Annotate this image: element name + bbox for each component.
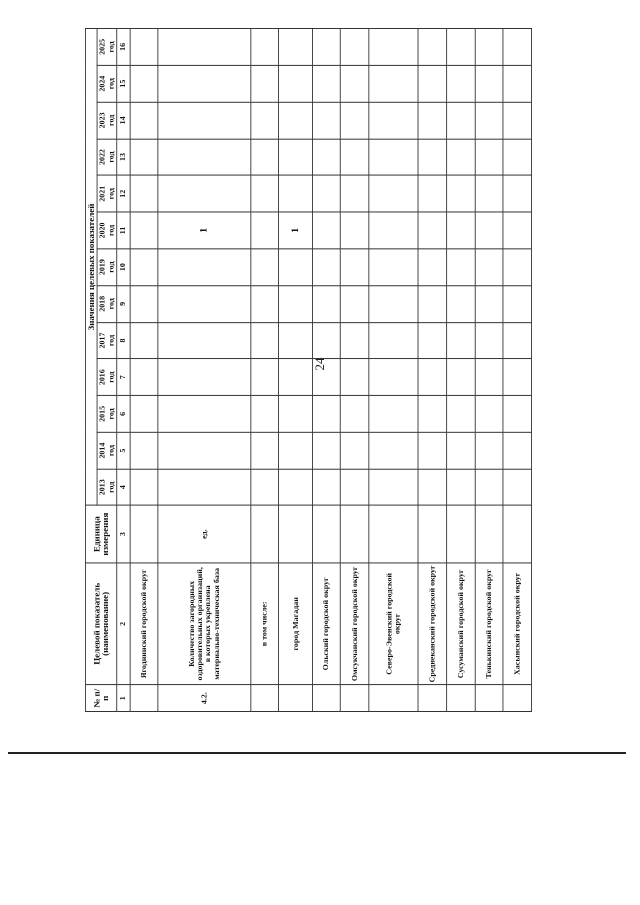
row-value-2018 <box>312 285 340 322</box>
column-number: 5 <box>116 432 129 469</box>
row-value-2018 <box>503 285 531 322</box>
column-number: 1 <box>116 685 129 712</box>
row-value-2023 <box>447 102 475 139</box>
row-value-2017 <box>447 322 475 359</box>
row-value-2018 <box>250 285 278 322</box>
row-value-2025 <box>418 28 446 65</box>
row-value-2013 <box>279 469 313 506</box>
row-value-2013 <box>369 469 419 506</box>
header-year-unit: год <box>106 481 115 493</box>
row-value-2024 <box>158 65 250 102</box>
header-year-2019 <box>97 249 116 286</box>
row-indicator-name: Количество загородных оздоровительных организаций, в которых укреплена материально-техническая база <box>158 563 250 685</box>
row-value-2024 <box>418 65 446 102</box>
row-value-2020 <box>250 212 278 249</box>
row-value-2023 <box>279 102 313 139</box>
header-values-group: Значения целевых показателей <box>85 28 97 505</box>
header-year-2016 <box>97 359 116 396</box>
row-number <box>250 685 278 712</box>
row-number <box>418 685 446 712</box>
row-value-2021 <box>250 175 278 212</box>
row-indicator-name: Северо-Эвенский городской округ <box>369 563 419 685</box>
row-number <box>279 685 313 712</box>
row-value-2019 <box>130 249 158 286</box>
row-value-2022 <box>418 139 446 176</box>
row-value-2016 <box>341 359 369 396</box>
row-value-2024 <box>447 65 475 102</box>
row-number <box>312 685 340 712</box>
row-value-2023 <box>130 102 158 139</box>
row-unit <box>369 506 419 563</box>
header-year-label: 2016 <box>98 369 107 386</box>
row-value-2015 <box>503 396 531 433</box>
row-value-2018 <box>279 285 313 322</box>
row-value-2020: 1 <box>279 212 313 249</box>
row-value-2020 <box>475 212 503 249</box>
header-year-label: 2018 <box>98 295 107 312</box>
header-year-unit: год <box>106 261 115 273</box>
row-number <box>341 685 369 712</box>
row-value-2020 <box>130 212 158 249</box>
header-year-label: 2020 <box>98 222 107 239</box>
row-value-2013 <box>158 469 250 506</box>
row-value-2016 <box>158 359 250 396</box>
column-number: 16 <box>116 28 129 65</box>
row-value-2021 <box>447 175 475 212</box>
header-year-unit: год <box>106 371 115 383</box>
row-value-2018 <box>447 285 475 322</box>
row-indicator-name: Ягоднинский городской округ <box>130 563 158 685</box>
row-value-2014 <box>130 432 158 469</box>
row-value-2015 <box>130 396 158 433</box>
row-indicator-name: в том числе: <box>250 563 278 685</box>
header-year-label: 2025 <box>98 38 107 55</box>
row-value-2020 <box>341 212 369 249</box>
row-value-2022 <box>503 139 531 176</box>
header-year-unit: год <box>106 334 115 347</box>
row-value-2021 <box>369 175 419 212</box>
header-year-label: 2014 <box>98 442 107 459</box>
column-number: 15 <box>116 65 129 102</box>
table-row <box>158 28 250 711</box>
header-indicator: Целевой показатель (наименование) <box>85 563 116 685</box>
row-value-2023 <box>312 102 340 139</box>
row-value-2015 <box>447 396 475 433</box>
row-value-2017 <box>418 322 446 359</box>
row-value-2016 <box>279 359 313 396</box>
row-unit <box>341 506 369 563</box>
row-value-2019 <box>475 249 503 286</box>
row-value-2016 <box>130 359 158 396</box>
column-number: 7 <box>116 359 129 396</box>
row-indicator-name: Среднеканский городской округ <box>418 563 446 685</box>
column-number: 6 <box>116 396 129 433</box>
row-value-2025 <box>447 28 475 65</box>
row-value-2018 <box>341 285 369 322</box>
row-value-2017 <box>158 322 250 359</box>
row-unit <box>312 506 340 563</box>
row-number <box>447 685 475 712</box>
row-value-2024 <box>130 65 158 102</box>
row-value-2018 <box>130 285 158 322</box>
row-value-2017 <box>312 322 340 359</box>
row-value-2025 <box>503 28 531 65</box>
row-number <box>475 685 503 712</box>
row-indicator-name: Хасынский городской округ <box>503 563 531 685</box>
row-value-2024 <box>475 65 503 102</box>
row-value-2025 <box>250 28 278 65</box>
row-value-2019 <box>312 249 340 286</box>
row-value-2020 <box>503 212 531 249</box>
row-value-2024 <box>279 65 313 102</box>
column-number: 11 <box>116 212 129 249</box>
row-value-2022 <box>475 139 503 176</box>
header-year-unit: год <box>106 444 115 457</box>
row-value-2013 <box>130 469 158 506</box>
header-unit: Единица измерения <box>85 506 116 563</box>
row-value-2014 <box>250 432 278 469</box>
table-body <box>130 28 532 711</box>
row-value-2019 <box>369 249 419 286</box>
row-value-2014 <box>475 432 503 469</box>
header-year-label: 2023 <box>98 112 107 129</box>
header-year-2024 <box>97 65 116 102</box>
row-unit <box>250 506 278 563</box>
row-value-2024 <box>341 65 369 102</box>
row-value-2022 <box>369 139 419 176</box>
row-value-2023 <box>158 102 250 139</box>
row-value-2020 <box>418 212 446 249</box>
header-year-label: 2017 <box>98 332 107 349</box>
row-unit: ед. <box>158 506 250 563</box>
row-value-2019 <box>418 249 446 286</box>
row-value-2014 <box>312 432 340 469</box>
row-value-2014 <box>341 432 369 469</box>
row-value-2020 <box>369 212 419 249</box>
row-value-2016 <box>369 359 419 396</box>
row-value-2021 <box>341 175 369 212</box>
row-value-2025 <box>279 28 313 65</box>
header-year-unit: год <box>106 114 115 126</box>
column-numbers-row <box>116 28 129 711</box>
row-value-2016 <box>475 359 503 396</box>
header-year-unit: год <box>106 78 115 90</box>
row-indicator-name: Тенькинский городской округ <box>475 563 503 685</box>
row-value-2022 <box>447 139 475 176</box>
column-number: 8 <box>116 322 129 359</box>
row-value-2021 <box>312 175 340 212</box>
row-value-2014 <box>418 432 446 469</box>
row-value-2015 <box>475 396 503 433</box>
row-number: 4.2. <box>158 685 250 712</box>
row-value-2017 <box>279 322 313 359</box>
header-year-2023 <box>97 102 116 139</box>
row-value-2017 <box>250 322 278 359</box>
column-number: 14 <box>116 102 129 139</box>
row-value-2024 <box>312 65 340 102</box>
row-number <box>503 685 531 712</box>
row-value-2020: 1 <box>158 212 250 249</box>
row-value-2024 <box>250 65 278 102</box>
row-value-2024 <box>369 65 419 102</box>
header-year-label: 2013 <box>98 479 107 496</box>
row-number <box>130 685 158 712</box>
row-value-2022 <box>130 139 158 176</box>
header-year-2014 <box>97 432 116 469</box>
header-year-label: 2022 <box>98 149 107 166</box>
row-value-2023 <box>503 102 531 139</box>
row-value-2019 <box>279 249 313 286</box>
header-year-unit: год <box>106 298 115 310</box>
row-value-2014 <box>503 432 531 469</box>
row-value-2015 <box>158 396 250 433</box>
row-value-2020 <box>447 212 475 249</box>
header-year-label: 2024 <box>98 75 107 92</box>
header-year-2018 <box>97 285 116 322</box>
header-year-unit: год <box>106 224 115 237</box>
header-year-label: 2019 <box>98 259 107 276</box>
header-year-unit: год <box>106 151 115 163</box>
row-value-2019 <box>250 249 278 286</box>
table-row <box>130 28 158 711</box>
column-number: 3 <box>116 506 129 563</box>
column-number: 10 <box>116 249 129 286</box>
table-row <box>279 28 313 711</box>
header-year-unit: год <box>106 408 115 420</box>
row-value-2017 <box>475 322 503 359</box>
row-value-2017 <box>503 322 531 359</box>
row-value-2025 <box>341 28 369 65</box>
row-value-2014 <box>447 432 475 469</box>
table-row <box>447 28 475 711</box>
header-year-label: 2021 <box>98 185 107 202</box>
row-value-2013 <box>503 469 531 506</box>
row-value-2019 <box>341 249 369 286</box>
row-value-2018 <box>475 285 503 322</box>
row-indicator-name: город Магадан <box>279 563 313 685</box>
row-value-2013 <box>312 469 340 506</box>
row-value-2015 <box>279 396 313 433</box>
row-value-2017 <box>341 322 369 359</box>
header-num: № п/п <box>85 685 116 712</box>
page-number: 24 <box>312 357 327 371</box>
row-unit <box>130 506 158 563</box>
column-number: 2 <box>116 563 129 685</box>
table-row <box>475 28 503 711</box>
row-unit <box>475 506 503 563</box>
row-value-2015 <box>341 396 369 433</box>
row-value-2013 <box>475 469 503 506</box>
row-indicator-name: Ольский городской округ <box>312 563 340 685</box>
horizontal-rule <box>8 752 626 754</box>
table-row <box>369 28 419 711</box>
row-unit <box>503 506 531 563</box>
row-value-2024 <box>503 65 531 102</box>
row-value-2018 <box>369 285 419 322</box>
row-number <box>369 685 419 712</box>
indicator-table <box>85 28 532 712</box>
row-value-2016 <box>250 359 278 396</box>
row-value-2025 <box>475 28 503 65</box>
row-value-2025 <box>312 28 340 65</box>
column-number: 4 <box>116 469 129 506</box>
row-value-2022 <box>312 139 340 176</box>
row-value-2017 <box>369 322 419 359</box>
row-value-2015 <box>312 396 340 433</box>
header-year-2025 <box>97 28 116 65</box>
row-value-2016 <box>503 359 531 396</box>
row-value-2023 <box>475 102 503 139</box>
row-value-2018 <box>158 285 250 322</box>
row-value-2025 <box>158 28 250 65</box>
row-value-2018 <box>418 285 446 322</box>
row-value-2016 <box>312 359 340 396</box>
row-unit <box>279 506 313 563</box>
row-value-2013 <box>418 469 446 506</box>
row-value-2021 <box>158 175 250 212</box>
table-row <box>341 28 369 711</box>
row-indicator-name: Омсукчанский городской округ <box>341 563 369 685</box>
column-number: 13 <box>116 139 129 176</box>
row-value-2014 <box>158 432 250 469</box>
header-year-2015 <box>97 396 116 433</box>
row-value-2022 <box>158 139 250 176</box>
indicator-table-rotated <box>85 28 532 712</box>
row-value-2019 <box>503 249 531 286</box>
table-row <box>250 28 278 711</box>
row-value-2013 <box>447 469 475 506</box>
header-year-2017 <box>97 322 116 359</box>
header-year-2021 <box>97 175 116 212</box>
row-value-2020 <box>312 212 340 249</box>
row-unit <box>418 506 446 563</box>
header-row-1 <box>85 28 97 711</box>
row-value-2017 <box>130 322 158 359</box>
row-value-2023 <box>250 102 278 139</box>
row-value-2021 <box>418 175 446 212</box>
row-unit <box>447 506 475 563</box>
row-value-2019 <box>447 249 475 286</box>
row-value-2016 <box>447 359 475 396</box>
row-value-2025 <box>130 28 158 65</box>
row-value-2023 <box>369 102 419 139</box>
row-value-2015 <box>418 396 446 433</box>
row-value-2015 <box>250 396 278 433</box>
row-value-2025 <box>369 28 419 65</box>
row-value-2021 <box>475 175 503 212</box>
column-number: 9 <box>116 285 129 322</box>
table-row <box>418 28 446 711</box>
row-value-2023 <box>341 102 369 139</box>
header-year-label: 2015 <box>98 405 107 422</box>
row-value-2021 <box>130 175 158 212</box>
row-indicator-name: Сусуманский городской округ <box>447 563 475 685</box>
row-value-2022 <box>279 139 313 176</box>
column-number: 12 <box>116 175 129 212</box>
row-value-2021 <box>279 175 313 212</box>
row-value-2022 <box>341 139 369 176</box>
row-value-2016 <box>418 359 446 396</box>
header-year-unit: год <box>106 41 115 53</box>
row-value-2014 <box>279 432 313 469</box>
table-row <box>312 28 340 711</box>
row-value-2023 <box>418 102 446 139</box>
header-year-2022 <box>97 139 116 176</box>
header-year-2020 <box>97 212 116 249</box>
row-value-2019 <box>158 249 250 286</box>
row-value-2014 <box>369 432 419 469</box>
row-value-2013 <box>341 469 369 506</box>
header-year-unit: год <box>106 188 115 200</box>
row-value-2013 <box>250 469 278 506</box>
row-value-2015 <box>369 396 419 433</box>
row-value-2021 <box>503 175 531 212</box>
row-value-2022 <box>250 139 278 176</box>
table-row <box>503 28 531 711</box>
header-year-2013 <box>97 469 116 506</box>
